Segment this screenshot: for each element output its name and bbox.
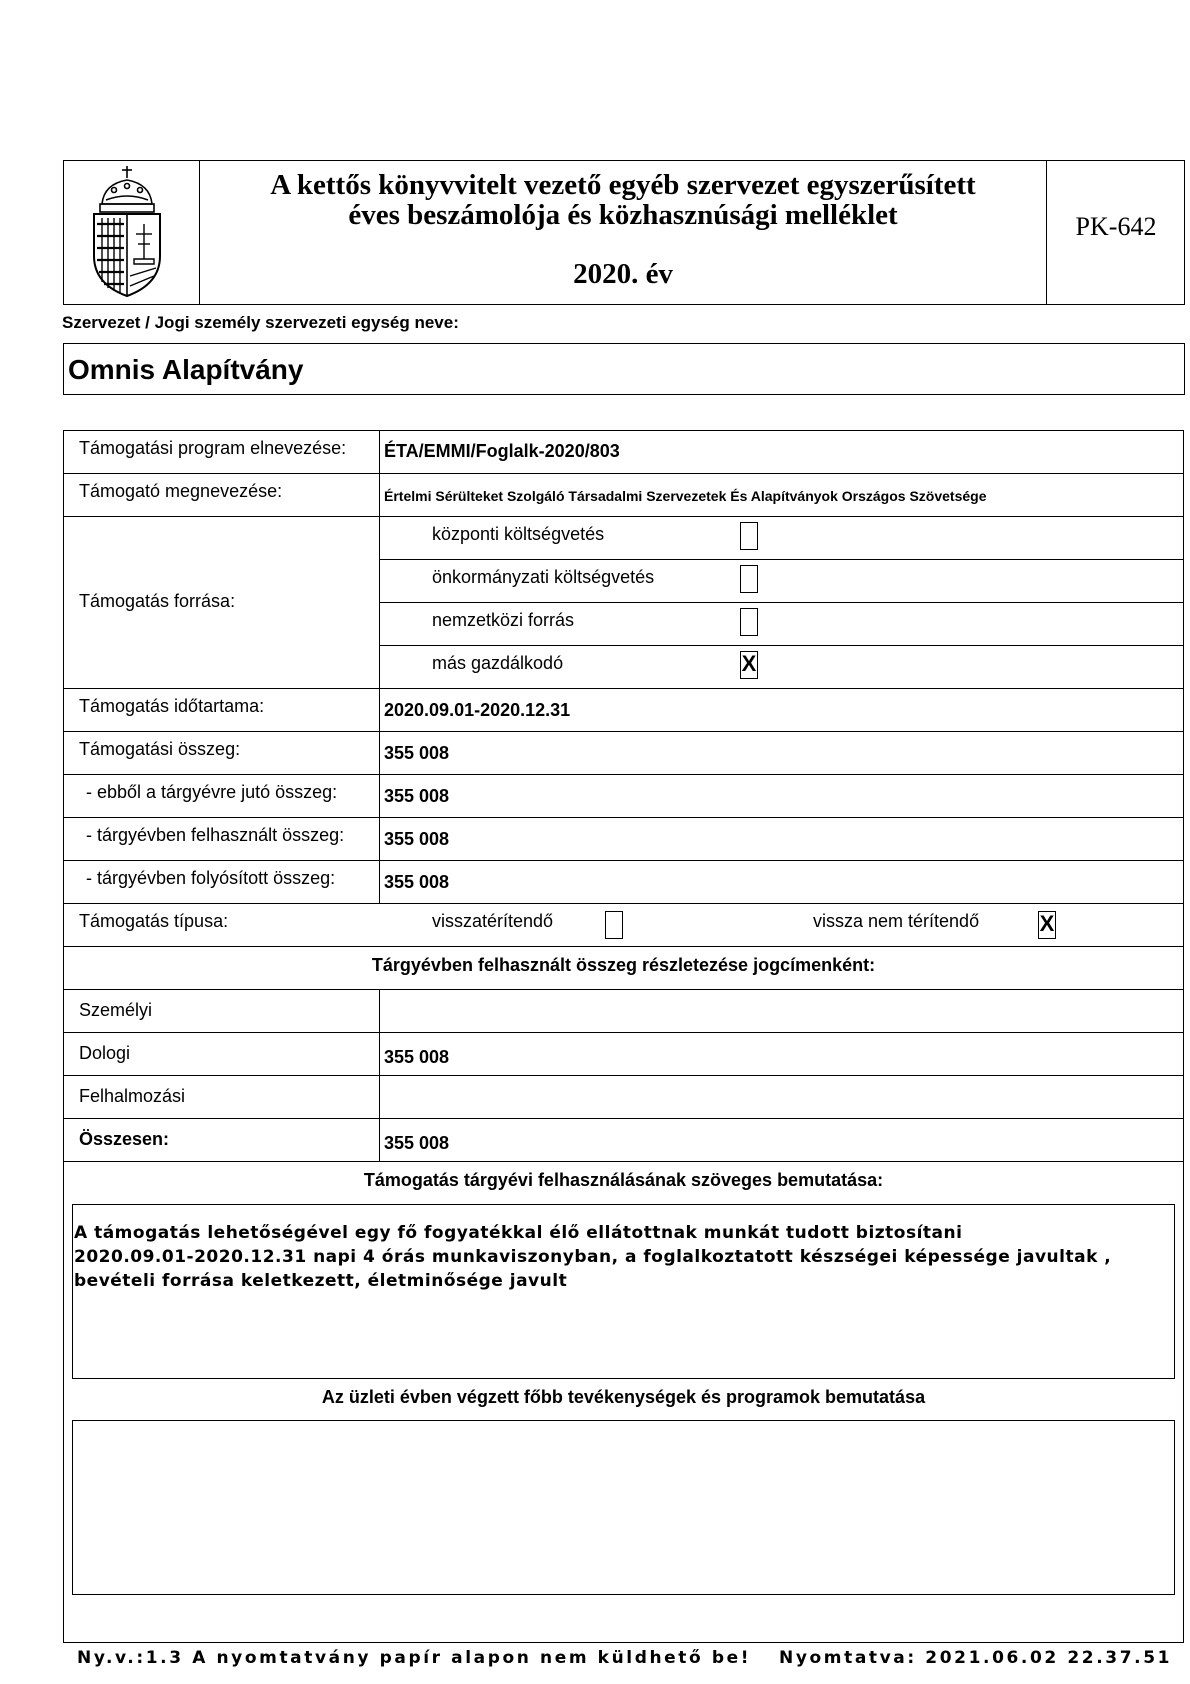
program-name-value: ÉTA/EMMI/Foglalk-2020/803 xyxy=(384,441,620,461)
row-divider xyxy=(63,989,1184,990)
row-divider xyxy=(379,645,1184,646)
breakdown-row-label: Dologi xyxy=(79,1043,131,1063)
program-name-label: Támogatási program elnevezése: xyxy=(79,438,347,458)
column-divider xyxy=(379,989,380,1161)
refundable-label: visszatérítendő xyxy=(432,911,554,931)
row-divider xyxy=(63,903,1184,904)
form-version-note: Ny.v.:1.3 A nyomtatvány papír alapon nem küldhető be! xyxy=(77,1648,752,1668)
row-divider xyxy=(379,602,1184,603)
duration-label: Támogatás időtartama: xyxy=(79,696,265,716)
year-share-value: 355 008 xyxy=(384,786,450,806)
paid-amount-value: 355 008 xyxy=(384,872,450,892)
row-divider xyxy=(63,946,1184,947)
source-checkbox[interactable] xyxy=(740,522,758,550)
support-type-label: Támogatás típusa: xyxy=(79,911,229,931)
used-amount-label: - tárgyévben felhasznált összeg: xyxy=(81,825,345,845)
refundable-checkbox[interactable] xyxy=(605,911,623,939)
source-label: Támogatás forrása: xyxy=(79,591,236,611)
row-divider xyxy=(63,860,1184,861)
year-share-label: - ebből a tárgyévre jutó összeg: xyxy=(81,782,338,802)
total-label: Összesen: xyxy=(79,1129,170,1149)
row-divider xyxy=(63,1075,1184,1076)
organization-label: Szervezet / Jogi személy szervezeti egység neve: xyxy=(62,313,459,332)
print-timestamp: Nyomtatva: 2021.06.02 22.37.51 xyxy=(779,1648,1173,1668)
column-divider xyxy=(379,430,380,903)
form-title: A kettős könyvvitelt vezető egyéb szervezet egyszerűsített éves beszámolója és közhasznúsági melléklet xyxy=(270,169,976,231)
source-option-label: központi költségvetés xyxy=(432,524,605,544)
coat-of-arms-icon xyxy=(88,164,166,299)
row-divider xyxy=(63,688,1184,689)
organization-name: Omnis Alapítvány xyxy=(68,354,304,385)
duration-value: 2020.09.01-2020.12.31 xyxy=(384,700,571,720)
breakdown-heading: Tárgyévben felhasznált összeg részletezése jogcímenként: xyxy=(371,955,876,975)
source-checkbox[interactable] xyxy=(740,565,758,593)
form-code: PK-642 xyxy=(1075,212,1157,241)
usage-description: A támogatás lehetőségével egy fő fogyatékkal élő ellátottnak munkát tudott biztosítani 2020.09.01-2020.12.31 napi 4 órás munkaviszonyban, a foglalkoztatott készségei képessége javultak , bevételi forrása keletkezett, életminősége javult xyxy=(74,1223,1112,1291)
breakdown-row-value: 355 008 xyxy=(384,1047,450,1067)
activities-heading: Az üzleti évben végzett főbb tevékenységek és programok bemutatása xyxy=(321,1387,926,1407)
row-divider xyxy=(63,1161,1184,1162)
donor-label: Támogató megnevezése: xyxy=(79,481,283,501)
source-option-label: más gazdálkodó xyxy=(432,653,564,673)
source-option-label: nemzetközi forrás xyxy=(432,610,575,630)
source-checkbox[interactable]: X xyxy=(740,651,758,679)
row-divider xyxy=(379,559,1184,560)
breakdown-row-label: Felhalmozási xyxy=(79,1086,186,1106)
amount-value: 355 008 xyxy=(384,743,450,763)
row-divider xyxy=(63,1118,1184,1119)
row-divider xyxy=(63,731,1184,732)
donor-value: Értelmi Sérülteket Szolgáló Társadalmi Szervezetek És Alapítványok Országos Szövetsége xyxy=(384,488,987,504)
row-divider xyxy=(63,817,1184,818)
row-divider xyxy=(63,473,1184,474)
row-divider xyxy=(63,516,1184,517)
nonrefundable-label: vissza nem térítendő xyxy=(813,911,980,931)
breakdown-row-label: Személyi xyxy=(79,1000,153,1020)
source-option-label: önkormányzati költségvetés xyxy=(432,567,655,587)
activities-text-field[interactable] xyxy=(72,1420,1175,1595)
nonrefundable-checkbox[interactable]: X xyxy=(1038,911,1056,939)
usage-heading: Támogatás tárgyévi felhasználásának szöveges bemutatása: xyxy=(363,1170,884,1190)
header-divider xyxy=(1046,160,1047,305)
row-divider xyxy=(63,774,1184,775)
paid-amount-label: - tárgyévben folyósított összeg: xyxy=(81,868,336,888)
amount-label: Támogatási összeg: xyxy=(79,739,241,759)
header-divider xyxy=(199,160,200,305)
used-amount-value: 355 008 xyxy=(384,829,450,849)
row-divider xyxy=(63,1032,1184,1033)
total-value: 355 008 xyxy=(384,1133,450,1153)
source-checkbox[interactable] xyxy=(740,608,758,636)
form-year: 2020. év xyxy=(573,258,673,290)
